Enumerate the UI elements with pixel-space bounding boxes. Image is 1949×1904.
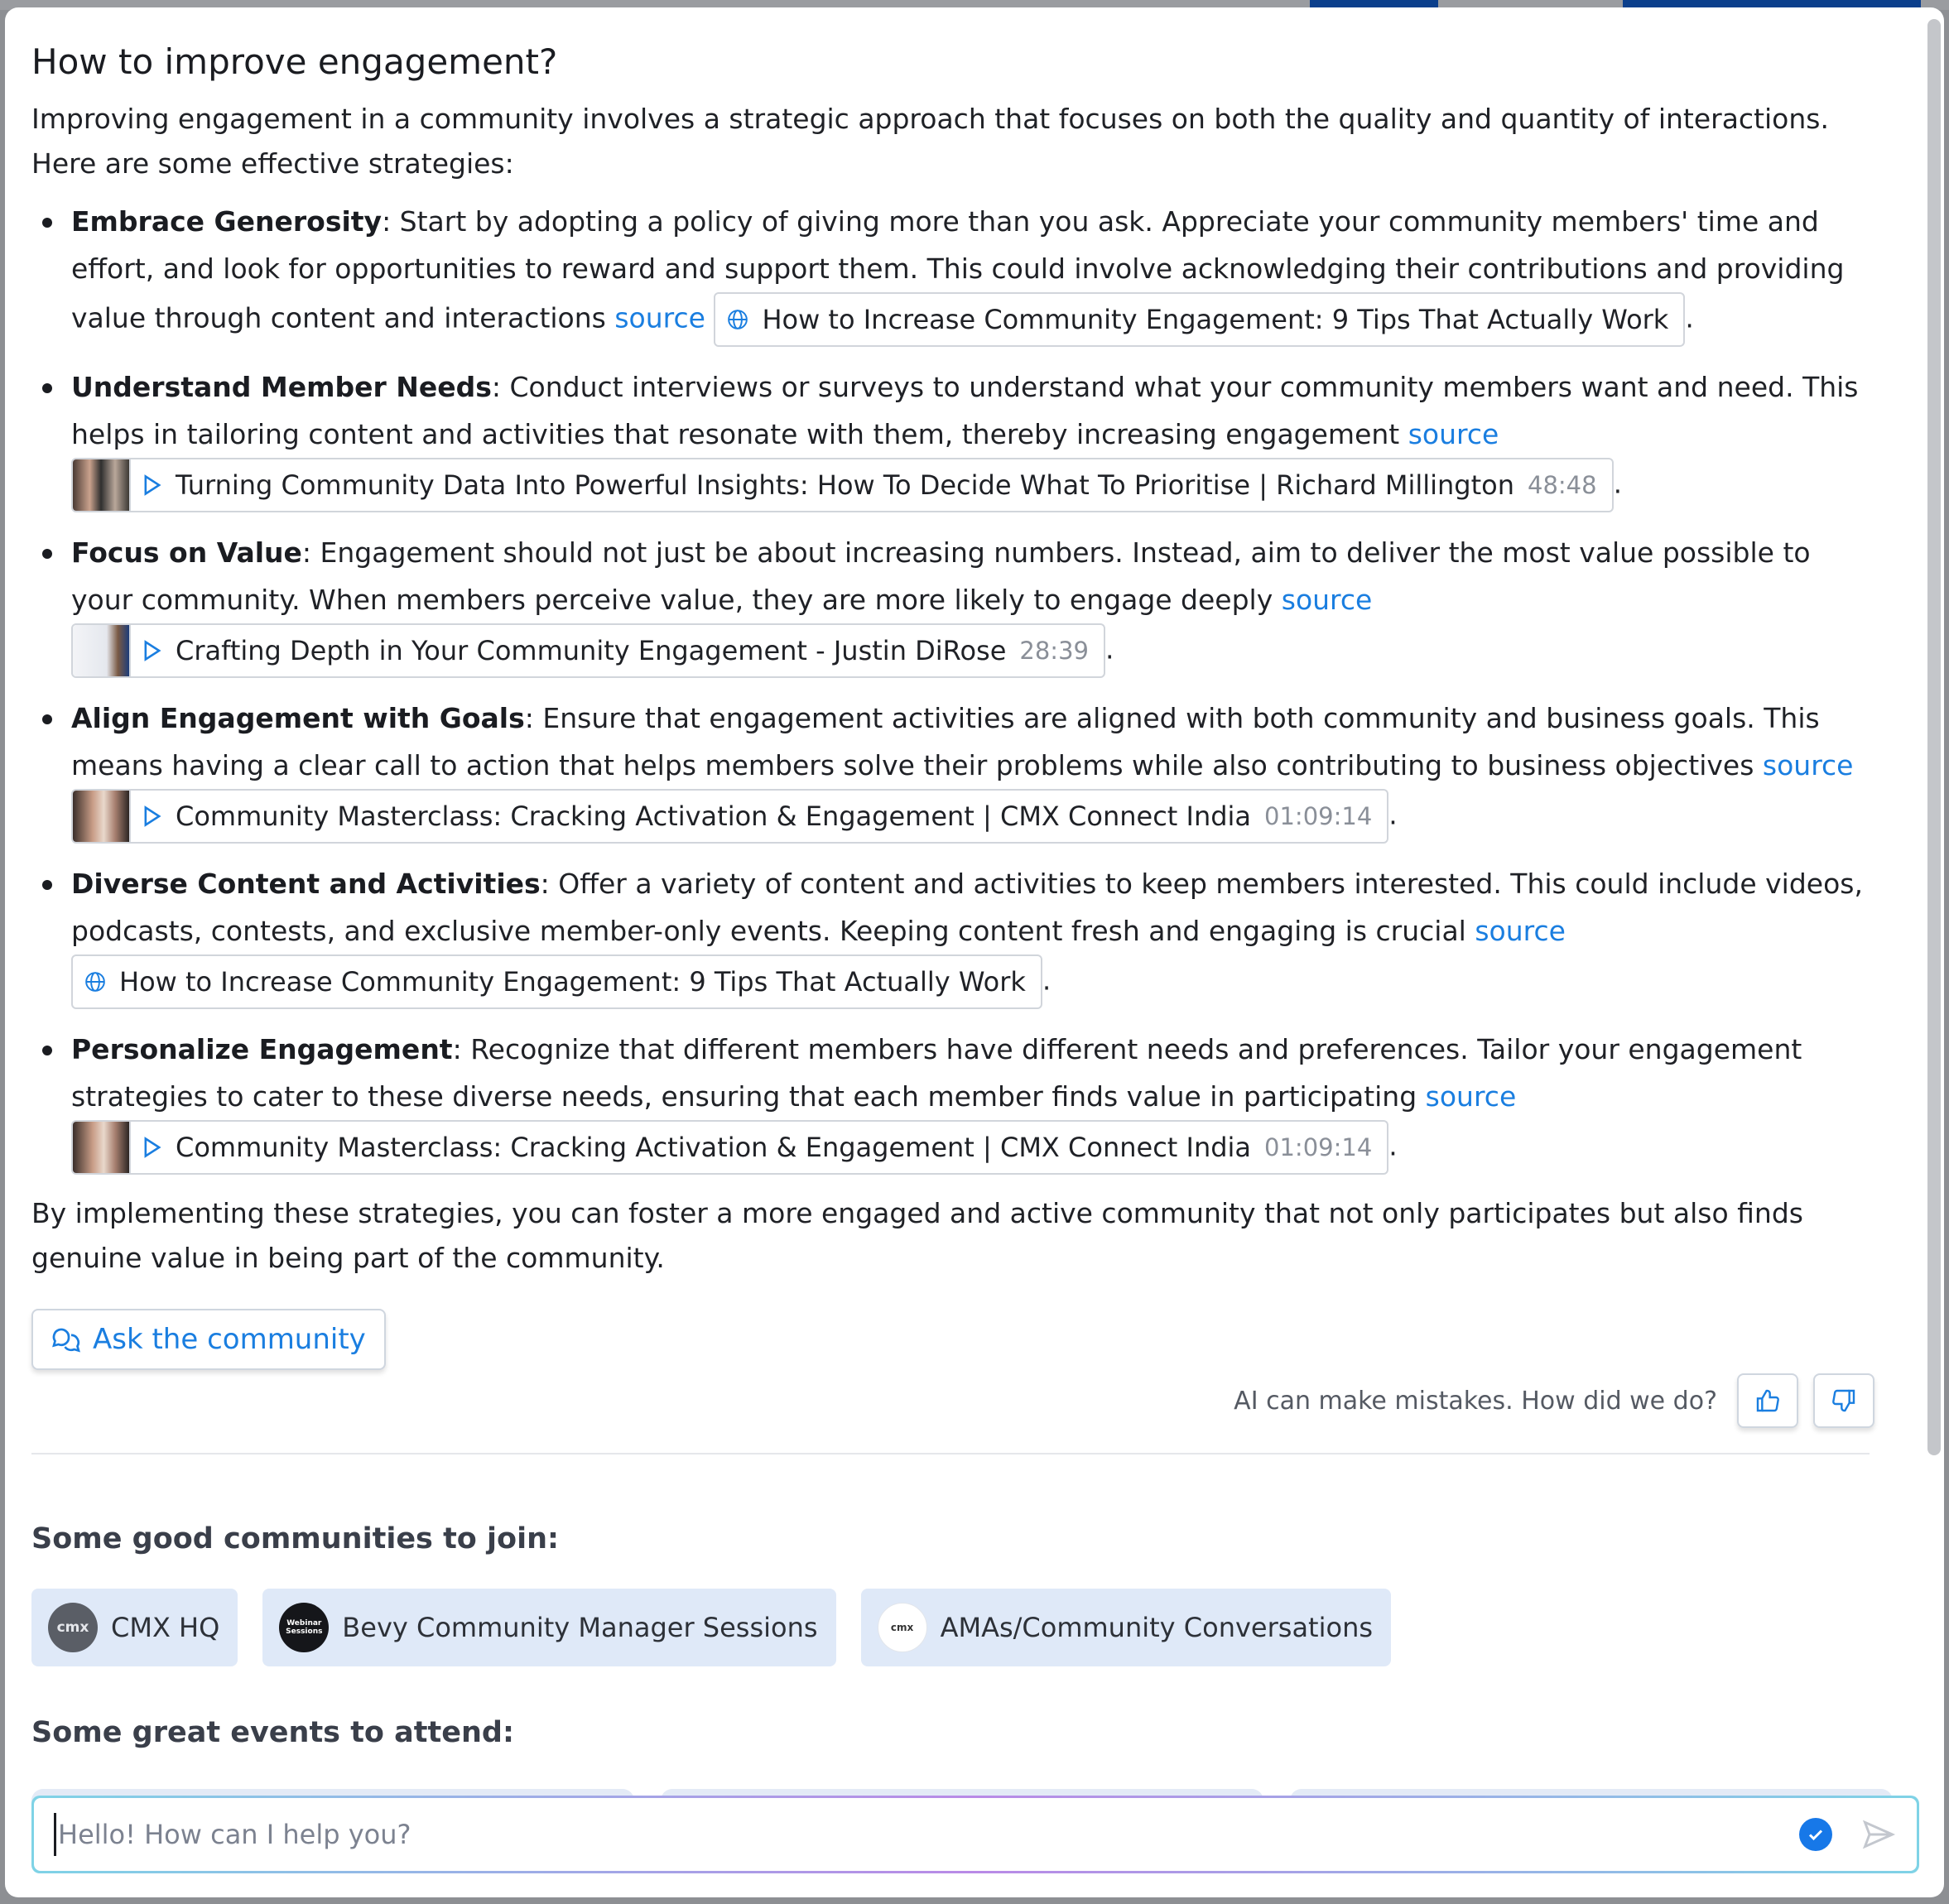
thumbs-down-button[interactable] (1813, 1373, 1874, 1428)
chat-input-bar (31, 1796, 1919, 1873)
events-heading: Some great events to attend: (31, 1716, 514, 1749)
reference-title: Crafting Depth in Your Community Engagement - Justin DiRose (176, 634, 1007, 666)
web-reference-chip[interactable] (714, 292, 1685, 347)
video-reference-chip[interactable] (71, 623, 1105, 678)
item-title: Personalize Engagement (71, 1033, 453, 1065)
item-text: : Offer a variety of content and activities to keep members interested. This could include videos, podcasts, contests, and exclusive member-only events. Keeping content fresh and engaging is crucial (71, 868, 1863, 947)
community-chip[interactable] (262, 1589, 835, 1666)
play-icon (142, 474, 162, 497)
chat-bubbles-icon (51, 1325, 81, 1354)
web-reference-chip[interactable] (71, 954, 1042, 1009)
communities-heading: Some good communities to join: (31, 1522, 559, 1555)
reference-title: Turning Community Data Into Powerful Insights: How To Decide What To Prioritise | Richard Millington (176, 469, 1514, 501)
list-item: Diverse Content and Activities: Offer a variety of content and activities to keep members interested. This could include videos, podcasts, contests, and exclusive member-only events. Keeping content fresh and engaging is crucial source How to Increase Community Engagement: 9 Tips That Actually Work . (31, 860, 1876, 1009)
feedback-row (31, 1373, 1876, 1428)
item-title: Understand Member Needs (71, 371, 492, 403)
ask-community-button[interactable] (31, 1309, 386, 1370)
video-reference-chip[interactable] (71, 1120, 1388, 1175)
item-text: : Ensure that engagement activities are aligned with both community and business goals. This means having a clear call to action that helps members solve their problems while also contributing to business objectives (71, 702, 1820, 781)
ai-answer-panel (5, 7, 1944, 1897)
chat-input-container (34, 1798, 1917, 1871)
globe-icon (727, 309, 748, 330)
reference-title: Community Masterclass: Cracking Activation & Engagement | CMX Connect India (176, 800, 1252, 832)
video-reference-chip[interactable] (71, 789, 1388, 844)
video-thumbnail (73, 1120, 131, 1175)
community-logo: cmx (48, 1603, 98, 1652)
globe-icon (84, 971, 106, 993)
check-icon (1799, 1818, 1832, 1851)
community-chip[interactable] (861, 1589, 1391, 1666)
video-thumbnail (73, 458, 131, 512)
list-item: Focus on Value: Engagement should not just be about increasing numbers. Instead, aim to deliver the most value possible to your community. When members perceive value, they are more likely to engage deeply source Crafting Depth in Your Community Engagement - Justin DiRose 28:39 . (31, 529, 1876, 678)
video-duration: 01:09:14 (1264, 1132, 1373, 1161)
item-text: : Start by adopting a policy of giving more than you ask. Appreciate your community members' time and effort, and look for opportunities to reward and support them. This could involve acknowledging their contributions and providing value through content and interactions (71, 205, 1845, 334)
item-text: : Engagement should not just be about increasing numbers. Instead, aim to deliver the most value possible to your community. When members perceive value, they are more likely to engage deeply (71, 536, 1811, 616)
item-title: Focus on Value (71, 536, 302, 569)
reference-title: How to Increase Community Engagement: 9 Tips That Actually Work (762, 303, 1669, 335)
item-title: Align Engagement with Goals (71, 702, 525, 734)
community-logo: cmx (878, 1603, 927, 1652)
intro-paragraph: Improving engagement in a community involves a strategic approach that focuses on both the quality and quantity of interactions. Here are some effective strategies: (31, 103, 1829, 180)
play-icon (142, 805, 162, 828)
item-title: Diverse Content and Activities (71, 868, 541, 900)
video-reference-chip[interactable] (71, 458, 1614, 512)
send-icon[interactable] (1860, 1816, 1897, 1853)
thumbs-up-button[interactable] (1737, 1373, 1798, 1428)
list-item: Personalize Engagement: Recognize that different members have different needs and preferences. Tailor your engagement strategies to cater to these diverse needs, ensuring that each member finds value in participating source Community Masterclass: Cracking Activation & Engagement | CMX Connect India 01:09:14 . (31, 1026, 1876, 1175)
section-divider (31, 1453, 1870, 1454)
list-item: Embrace Generosity: Start by adopting a policy of giving more than you ask. Appreciate your community members' time and effort, and look for opportunities to reward and support them. This could involve acknowledging their contributions and providing value through content and interactions source How to Increase Community Engagement: 9 Tips That Actually Work . (31, 198, 1876, 347)
text-cursor (54, 1813, 56, 1856)
question-title: How to improve engagement? (31, 41, 558, 82)
scrollbar[interactable] (1927, 19, 1941, 1455)
video-duration: 48:48 (1528, 470, 1597, 499)
conclusion-paragraph: By implementing these strategies, you can foster a more engaged and active community that not only participates but also finds genuine value in being part of the community. (31, 1197, 1803, 1274)
item-text: : Conduct interviews or surveys to understand what your community members want and need. This helps in tailoring content and activities that resonate with them, thereby increasing engagement (71, 371, 1859, 450)
list-item: Align Engagement with Goals: Ensure that engagement activities are aligned with both community and business goals. This means having a clear call to action that helps members solve their problems while also contributing to business objectives source Community Masterclass: Cracking Activation & Engagement | CMX Connect India 01:09:14 . (31, 695, 1876, 844)
feedback-text: AI can make mistakes. How did we do? (1234, 1386, 1717, 1416)
source-link[interactable]: source (1281, 584, 1373, 616)
ask-community-label: Ask the community (93, 1323, 366, 1356)
source-link[interactable]: source (1762, 749, 1854, 781)
thumbs-down-icon (1831, 1387, 1857, 1414)
background-button (1310, 0, 1438, 7)
community-name: Bevy Community Manager Sessions (342, 1612, 818, 1643)
thumbs-up-icon (1754, 1387, 1781, 1414)
video-duration: 28:39 (1019, 636, 1089, 665)
source-link[interactable]: source (1425, 1080, 1517, 1113)
community-logo: Webinar Sessions (279, 1603, 329, 1652)
item-title: Embrace Generosity (71, 205, 383, 238)
community-name: AMAs/Community Conversations (940, 1612, 1374, 1643)
video-thumbnail (73, 789, 131, 844)
list-item: Understand Member Needs: Conduct interviews or surveys to understand what your community members want and need. This helps in tailoring content and activities that resonate with them, thereby increasing engagement source Turning Community Data Into Powerful Insights: How To Decide What To Prioritise | Richard Millington 48:48 . (31, 363, 1876, 512)
play-icon (142, 639, 162, 662)
item-text: : Recognize that different members have different needs and preferences. Tailor your engagement strategies to cater to these diverse needs, ensuring that each member finds value in participating (71, 1033, 1802, 1113)
source-link[interactable]: source (1408, 418, 1499, 450)
community-list (31, 1589, 1876, 1666)
reference-title: Community Masterclass: Cracking Activation & Engagement | CMX Connect India (176, 1131, 1252, 1163)
play-icon (142, 1136, 162, 1159)
reference-title: How to Increase Community Engagement: 9 Tips That Actually Work (119, 965, 1026, 998)
community-name: CMX HQ (111, 1612, 220, 1643)
community-chip[interactable] (31, 1589, 238, 1666)
source-link[interactable]: source (1475, 915, 1566, 947)
video-duration: 01:09:14 (1264, 801, 1373, 830)
background-join-button (1623, 0, 1921, 7)
source-link[interactable]: source (614, 301, 705, 334)
chat-input[interactable] (58, 1819, 1799, 1850)
answer-content (31, 32, 1876, 1749)
strategy-list (31, 198, 1876, 1175)
video-thumbnail (73, 623, 131, 678)
